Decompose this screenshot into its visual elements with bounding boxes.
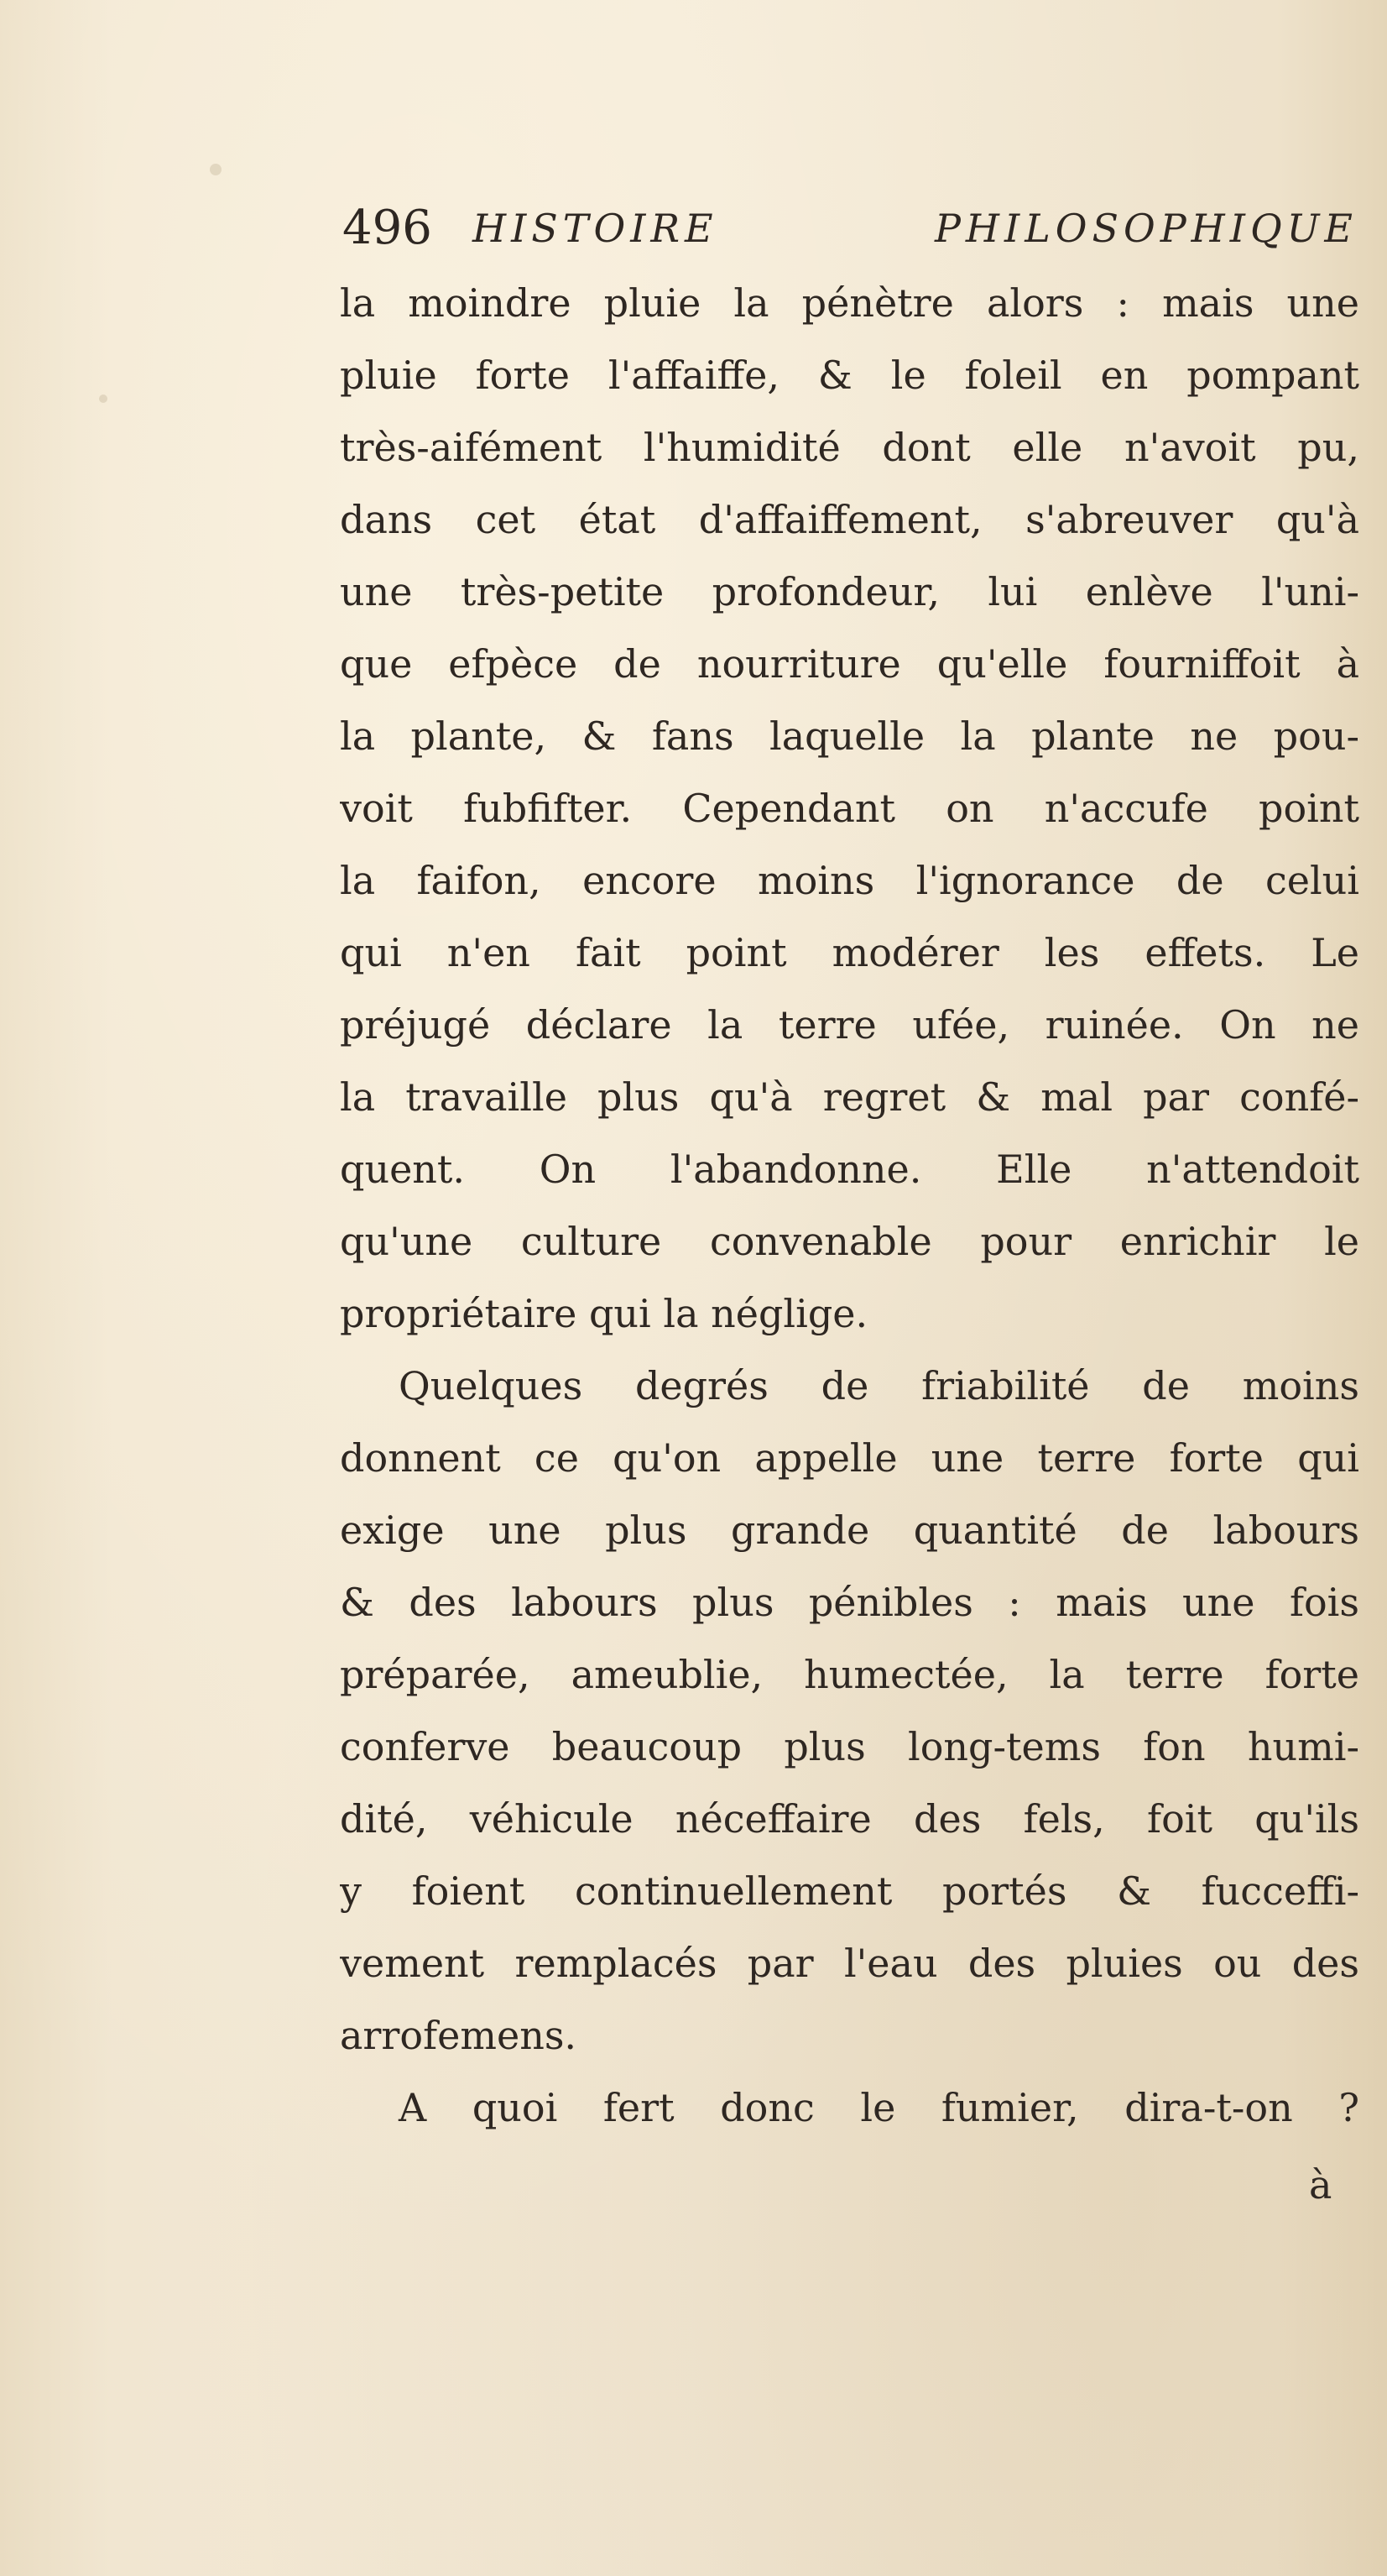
text-line: que efpèce de nourriture qu'elle fourniffoit à bbox=[340, 641, 1359, 687]
text-line: arrofemens. bbox=[340, 2013, 577, 2058]
text-line: très-aifément l'humidité dont elle n'avoit pu, bbox=[340, 425, 1359, 470]
text-line: une très-petite profondeur, lui enlève l'uni- bbox=[340, 569, 1359, 614]
text-line: qui n'en fait point modérer les effets. Le bbox=[340, 930, 1359, 975]
text-line: dité, véhicule néceffaire des fels, foit qu'ils bbox=[340, 1796, 1359, 1842]
paper-stain bbox=[210, 164, 222, 175]
text-line: dans cet état d'affaiffement, s'abreuver qu'à bbox=[340, 497, 1359, 542]
text-line: A quoi fert donc le fumier, dira-t-on ? bbox=[399, 2085, 1359, 2130]
text-line: quent. On l'abandonne. Elle n'attendoit bbox=[340, 1147, 1359, 1192]
running-title: HISTOIRE PHILOSOPHIQUE bbox=[472, 206, 1358, 251]
text-line: préparée, ameublie, humectée, la terre forte bbox=[340, 1652, 1359, 1697]
text-line: la faifon, encore moins l'ignorance de celui bbox=[340, 858, 1359, 903]
page-header bbox=[342, 195, 1366, 262]
text-line: & des labours plus pénibles : mais une fois bbox=[340, 1580, 1359, 1625]
text-line: y foient continuellement portés & fucceffi- bbox=[340, 1868, 1359, 1914]
text-line: préjugé déclare la terre ufée, ruinée. On ne bbox=[340, 1002, 1359, 1048]
text-line: la moindre pluie la pénètre alors : mais une bbox=[340, 280, 1359, 326]
text-line: la plante, & fans laquelle la plante ne pou- bbox=[340, 713, 1359, 759]
text-line: voit fubfifter. Cependant on n'accufe point bbox=[340, 786, 1359, 831]
text-line: propriétaire qui la néglige. bbox=[340, 1291, 868, 1336]
text-line: Quelques degrés de friabilité de moins bbox=[399, 1363, 1359, 1408]
page-number: 496 bbox=[342, 201, 432, 255]
body-text bbox=[340, 267, 1359, 2144]
text-line: qu'une culture convenable pour enrichir le bbox=[340, 1219, 1359, 1264]
text-line: la travaille plus qu'à regret & mal par confé- bbox=[340, 1074, 1359, 1120]
text-line: pluie forte l'affaiffe, & le foleil en pompant bbox=[340, 353, 1359, 398]
text-line: exige une plus grande quantité de labours bbox=[340, 1507, 1359, 1553]
paper-stain bbox=[99, 394, 107, 403]
text-line: conferve beaucoup plus long-tems fon humi- bbox=[340, 1724, 1359, 1769]
catchword: à bbox=[1309, 2162, 1332, 2208]
text-line: donnent ce qu'on appelle une terre forte qui bbox=[340, 1435, 1359, 1481]
text-line: vement remplacés par l'eau des pluies ou des bbox=[340, 1941, 1359, 1986]
